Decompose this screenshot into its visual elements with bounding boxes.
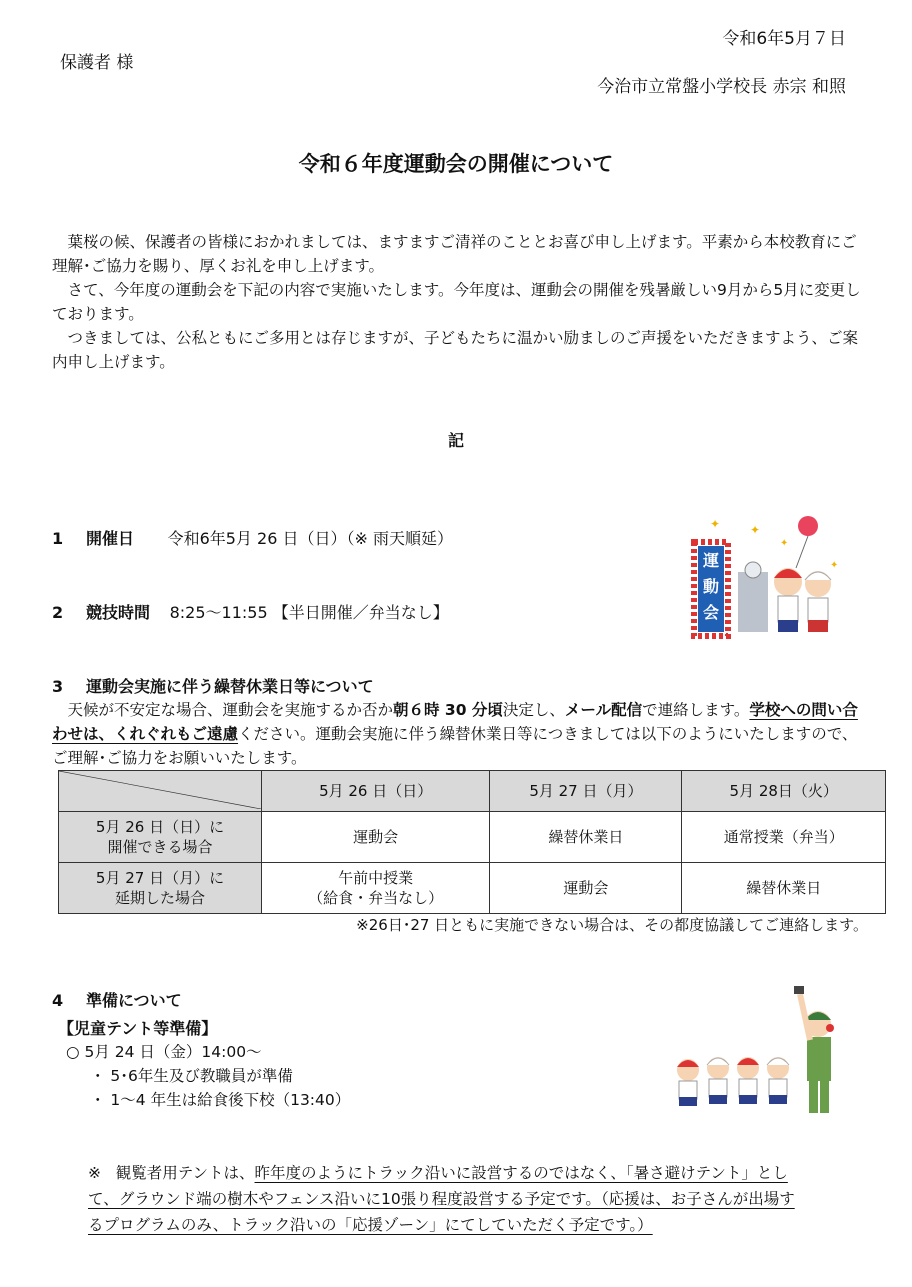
prep-item-grade14: ・ 1～4 年生は給食後下校（13:40）	[90, 1091, 351, 1109]
row-header-line-2: 延期した場合	[114, 889, 205, 907]
svg-text:✦: ✦	[750, 523, 761, 537]
runner-4	[767, 1057, 789, 1104]
table-row	[59, 812, 886, 863]
runner-1	[677, 1059, 699, 1106]
notice-text-c: 決定し、	[502, 701, 565, 719]
section-2-label: 競技時間	[86, 603, 151, 622]
section-3-label: 運動会実施に伴う繰替休業日等について	[86, 677, 374, 696]
starter-teacher	[794, 986, 834, 1113]
sender: 今治市立常盤小学校長 赤宗 和照	[597, 77, 846, 97]
note-text-c: （応援は、お子さんが出場するプログラムのみ、トラック沿いの「応援ゾーン」にてしていただく予定です。）	[88, 1190, 795, 1234]
note-text-b: 昨年度のようにトラック沿いに設営するのではなく、「暑さ避けテント」として、グラウンド端の樹木やフェンス沿いに10張り程度設営する予定です。	[88, 1164, 788, 1208]
section-3-notice	[52, 698, 872, 770]
notice-text-a: 天候が不安定な場合、運動会を実施するか否か	[67, 701, 394, 719]
sign-char-3: 会	[702, 603, 720, 622]
intro-paragraph-3: つきましては、公私ともにご多用とは存じますが、子どもたちに温かい励ましのご声援をいただきますよう、ご案内申し上げます。	[52, 329, 859, 371]
runner-2	[707, 1057, 729, 1104]
table-cell: 運動会	[262, 812, 490, 863]
cell-line-2: （給食・弁当なし）	[308, 889, 444, 907]
intro-paragraph-1: 葉桜の候、保護者の皆様におかれましては、ますますご清祥のこととお喜び申し上げます。平素から本校教育にご理解･ご協力を賜り、厚くお礼を申し上げます。	[52, 233, 857, 275]
row-header-held	[59, 812, 262, 863]
section-1-number: 1	[52, 529, 64, 548]
section-3-heading	[52, 674, 374, 697]
table-row	[59, 863, 886, 914]
svg-text:✦: ✦	[830, 560, 839, 571]
sign-char-1: 運	[702, 551, 720, 570]
section-2-number: 2	[52, 603, 64, 622]
section-4-bracket: 【児童テント等準備】	[58, 1019, 218, 1038]
notice-mail: メール配信	[564, 701, 643, 719]
row-header-line-2: 開催できる場合	[107, 838, 213, 856]
section-1	[52, 526, 453, 549]
row-header-line-1: 5月 26 日（日）に	[95, 818, 225, 836]
schedule-col-2: 5月 28日（火）	[682, 771, 886, 812]
intro-paragraph-2: さて、今年度の運動会を下記の内容で実施いたします。今年度は、運動会の開催を残暑厳しい9月から5月に変更しております。	[52, 281, 861, 323]
table-cell: 通常授業（弁当）	[682, 812, 886, 863]
sports-day-illustration	[680, 512, 850, 646]
section-2-value: 8:25～11:55 【半日開催／弁当なし】	[169, 603, 449, 622]
schedule-col-0: 5月 26 日（日）	[262, 771, 490, 812]
section-4-label: 準備について	[86, 991, 182, 1010]
section-3-number: 3	[52, 677, 64, 696]
section-4-number: 4	[52, 991, 64, 1010]
notice-text-e: で連絡します。	[642, 701, 750, 719]
schedule-corner-cell	[59, 771, 262, 812]
section-1-value: 令和6年5月 26 日（日）（※ 雨天順延）	[167, 529, 453, 548]
schedule-note: ※26日･27 日ともに実施できない場合は、その都度協議してご連絡します。	[356, 916, 868, 934]
notice-time: 朝６時 30 分頃	[393, 701, 503, 719]
table-cell	[262, 863, 490, 914]
runner-3	[737, 1057, 759, 1104]
document-title: 令和６年度運動会の開催について	[298, 152, 614, 176]
schedule-col-1: 5月 27 日（月）	[490, 771, 682, 812]
row-header-postponed	[59, 863, 262, 914]
recipient: 保護者 様	[60, 53, 134, 73]
note-text-a: 観覧者用テントは、	[115, 1164, 255, 1182]
ki-heading: 記	[447, 431, 464, 450]
document-date: 令和6年5月７日	[722, 29, 846, 49]
notice-no-inquiry: 学校への問い合わせは、くれぐれもご遠慮	[52, 701, 858, 743]
section-4-heading	[52, 988, 182, 1011]
svg-text:✦: ✦	[780, 538, 789, 549]
note-mark: ※	[88, 1164, 101, 1182]
running-children-illustration	[660, 982, 840, 1122]
row-header-line-1: 5月 27 日（月）に	[95, 869, 225, 887]
table-cell: 繰替休業日	[682, 863, 886, 914]
svg-text:✦: ✦	[710, 517, 721, 531]
audience-tent-note	[88, 1160, 808, 1238]
notice-text-h: 運動会実施に伴う繰替休業日等につきましては以下のようにいたしますので、ご理解･ご協力をお願いいたします。	[52, 725, 858, 767]
table-cell: 繰替休業日	[490, 812, 682, 863]
section-1-label: 開催日	[86, 529, 135, 548]
prep-item-grade56: ・ 5･6年生及び教職員が準備	[90, 1067, 293, 1085]
notice-text-g: ください。	[238, 725, 316, 743]
schedule-table	[58, 770, 886, 914]
sign-char-2: 動	[702, 577, 720, 596]
corner-diagonal	[59, 771, 261, 809]
section-2	[52, 600, 449, 623]
prep-item-date: ○ 5月 24 日（金）14:00～	[66, 1043, 262, 1061]
table-cell: 運動会	[490, 863, 682, 914]
cell-line-1: 午前中授業	[338, 869, 414, 887]
schedule-header-row	[59, 771, 886, 812]
